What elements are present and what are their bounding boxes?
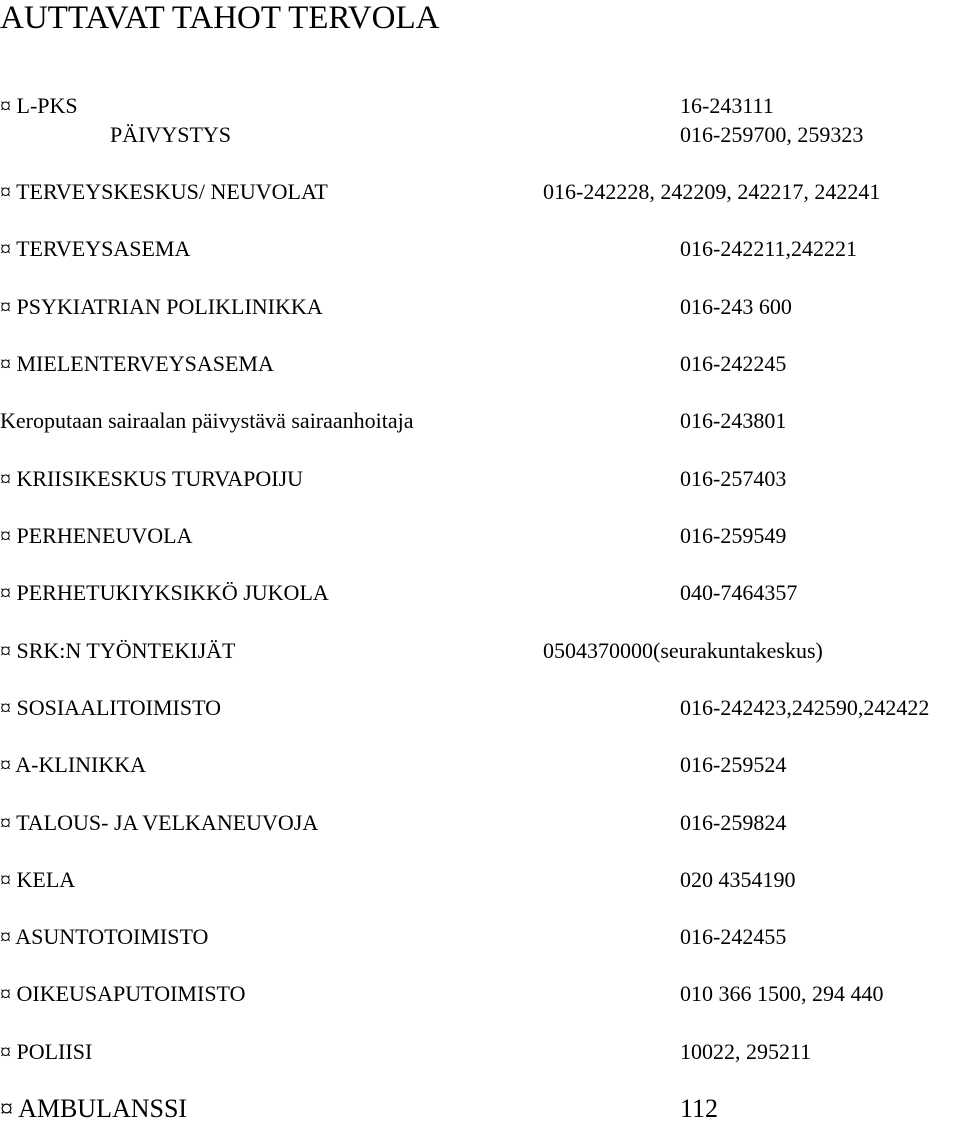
contact-entry-keroputaan-sairaala [0,404,960,438]
contact-phone: 10022, 295211 [680,1039,812,1064]
contact-entry-mielenterveysasema [0,347,960,381]
contact-entry-srk-tyontekijat [0,634,960,668]
contact-entry-talous-velkaneuvoja [0,806,960,840]
contact-name: Keroputaan sairaalan päivystävä sairaanhoitaja [0,408,414,433]
contact-phone: 016-259549 [680,523,787,548]
contact-phone: 040-7464357 [680,580,798,605]
contact-phone: 016-259824 [680,810,787,835]
contact-phone: 016-257403 [680,466,787,491]
contact-entry-terveyskeskus [0,175,960,209]
contact-entry-asuntotoimisto [0,920,960,954]
contact-name: ¤ A-KLINIKKA [0,752,147,777]
contact-entry-a-klinikka [0,748,960,782]
contact-entry-terveysasema [0,232,960,266]
contact-name: ¤ PERHENEUVOLA [0,523,193,548]
contact-phone: 016-242228, 242209, 242217, 242241 [543,179,881,204]
contact-name: ¤ SOSIAALITOIMISTO [0,695,222,720]
page-title: AUTTAVAT TAHOT TERVOLA [0,0,440,36]
contact-entry-kela [0,863,960,897]
contact-name: ¤ L-PKS [0,93,78,118]
contact-phone: 016-242245 [680,351,787,376]
contact-name: ¤ KRIISIKESKUS TURVAPOIJU [0,466,304,491]
contact-name: ¤ OIKEUSAPUTOIMISTO [0,981,246,1006]
contact-entry-paivystys [0,118,960,152]
contact-entry-kriisikeskus [0,462,960,496]
contact-name: ¤ SRK:N TYÖNTEKIJÄT [0,638,236,663]
contact-phone: 016-243801 [680,408,787,433]
contact-phone: 016-242211,242221 [680,236,858,261]
contact-name: ¤ AMBULANSSI [0,1094,188,1123]
contact-entry-sosiaalitoimisto [0,691,960,725]
contact-phone: 016-259700, 259323 [680,122,864,147]
contact-entry-poliisi [0,1035,960,1069]
contact-name: ¤ KELA [0,867,76,892]
contact-entry-perhetukiyksikko [0,576,960,610]
contact-name: PÄIVYSTYS [110,122,232,147]
contact-name: ¤ ASUNTOTOIMISTO [0,924,209,949]
contact-phone: 016-242455 [680,924,787,949]
contact-phone: 020 4354190 [680,867,796,892]
contact-name: ¤ PERHETUKIYKSIKKÖ JUKOLA [0,580,329,605]
contact-name: ¤ TERVEYSASEMA [0,236,191,261]
contact-name: ¤ POLIISI [0,1039,93,1064]
contact-entry-perheneuvola [0,519,960,553]
contact-name: ¤ TALOUS- JA VELKANEUVOJA [0,810,319,835]
contact-entry-ambulanssi [0,1092,960,1126]
contact-phone: 16-243111 [680,93,774,118]
contact-entry-psykiatrian-poliklinikka [0,290,960,324]
contact-name: ¤ MIELENTERVEYSASEMA [0,351,274,376]
contact-phone: 0504370000(seurakuntakeskus) [543,638,823,663]
contact-name: ¤ TERVEYSKESKUS/ NEUVOLAT [0,179,328,204]
contact-phone: 016-243 600 [680,294,792,319]
contact-phone: 016-242423,242590,242422 [680,695,930,720]
contact-name: ¤ PSYKIATRIAN POLIKLINIKKA [0,294,323,319]
contact-entry-oikeusaputoimisto [0,977,960,1011]
contact-phone: 016-259524 [680,752,787,777]
contact-phone: 112 [680,1094,719,1123]
contact-phone: 010 366 1500, 294 440 [680,981,884,1006]
